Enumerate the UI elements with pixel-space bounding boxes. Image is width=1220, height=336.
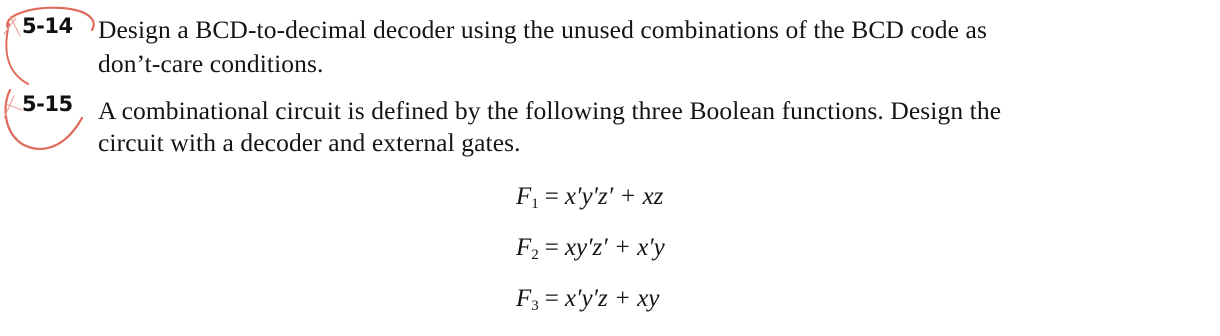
problem-text-line: don’t-care conditions. [98,49,324,78]
problem-number: 5-15 [22,92,73,116]
equation-f3: $F_3 = x'y'z$ + xy [516,285,660,314]
equation-f2: $F_2 = xy'z' + x'y$ [516,234,665,263]
problem-text-line: A combinational circuit is defined by the following three Boolean functions. Design the [98,96,1002,125]
equation-rhs: xy′z′ + x′y [564,234,665,261]
equation-rhs: x′y′z′ + xz [564,183,664,210]
problem-text-line: circuit with a decoder and external gates. [98,128,521,157]
equation-rhs: x′y′z + xy [564,285,660,312]
equation-f1: $F_1 = x'y'z'$ + xz [516,183,664,212]
problem-number: 5-14 [22,14,73,38]
problem-text-line: Design a BCD-to-decimal decoder using the unused combinations of the BCD code as [98,15,987,44]
